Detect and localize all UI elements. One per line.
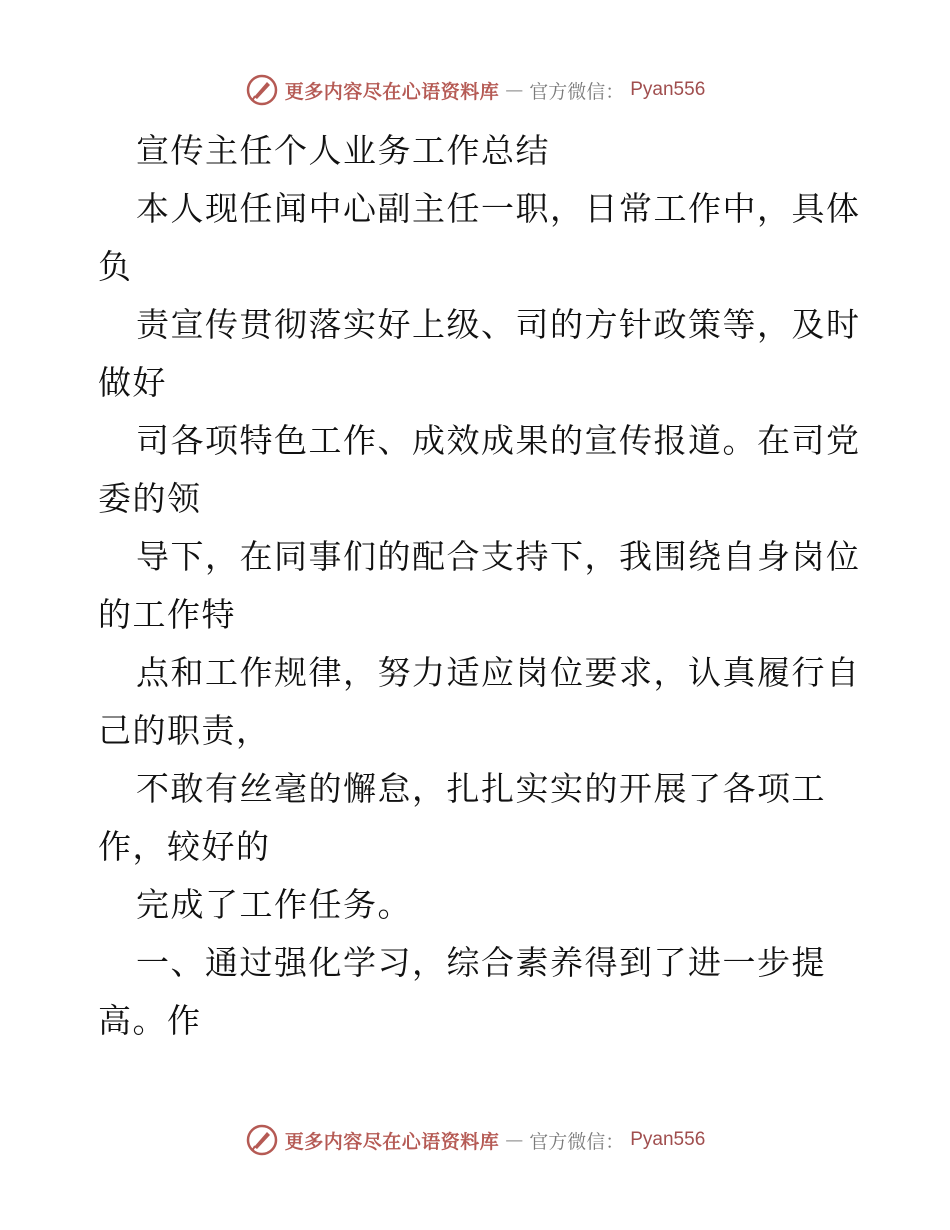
paragraph-line: 一、通过强化学习，综合素养得到了进一步提: [136, 943, 826, 982]
quill-logo-icon: [245, 73, 279, 107]
banner-separator: —: [505, 79, 524, 101]
header-banner: [0, 70, 950, 110]
paragraph-line: 的工作特: [98, 595, 236, 634]
paragraph-line: 司各项特色工作、成效成果的宣传报道。在司党: [136, 421, 861, 460]
banner-separator: —: [505, 1129, 524, 1151]
document-title: 宣传主任个人业务工作总结: [136, 131, 550, 170]
paragraph-line: 本人现任闻中心副主任一职，日常工作中，具体: [136, 189, 861, 228]
footer-banner: [0, 1120, 950, 1160]
paragraph-line: 点和工作规律，努力适应岗位要求，认真履行自: [136, 653, 861, 692]
paragraph-line: 作，较好的: [98, 827, 271, 866]
wechat-id: Pyan556: [630, 1129, 706, 1150]
paragraph-line: 负: [98, 247, 133, 286]
paragraph-line: 不敢有丝毫的懈怠，扎扎实实的开展了各项工: [136, 769, 826, 808]
paragraph-line: 做好: [98, 363, 167, 402]
quill-logo-icon: [245, 1123, 279, 1157]
wechat-id: Pyan556: [630, 79, 706, 100]
wechat-label: 官方微信：: [529, 80, 625, 103]
banner-text: 更多内容尽在心语资料库: [284, 1130, 500, 1153]
paragraph-line: 完成了工作任务。: [136, 885, 412, 924]
banner-text: 更多内容尽在心语资料库: [284, 80, 500, 103]
paragraph-line: 委的领: [98, 479, 202, 518]
paragraph-line: 责宣传贯彻落实好上级、司的方针政策等，及时: [136, 305, 861, 344]
paragraph-line: 己的职责，: [98, 711, 271, 750]
document-body: [98, 122, 861, 1050]
wechat-label: 官方微信：: [529, 1130, 625, 1153]
paragraph-line: 高。作: [98, 1001, 202, 1040]
paragraph-line: 导下，在同事们的配合支持下，我围绕自身岗位: [136, 537, 861, 576]
